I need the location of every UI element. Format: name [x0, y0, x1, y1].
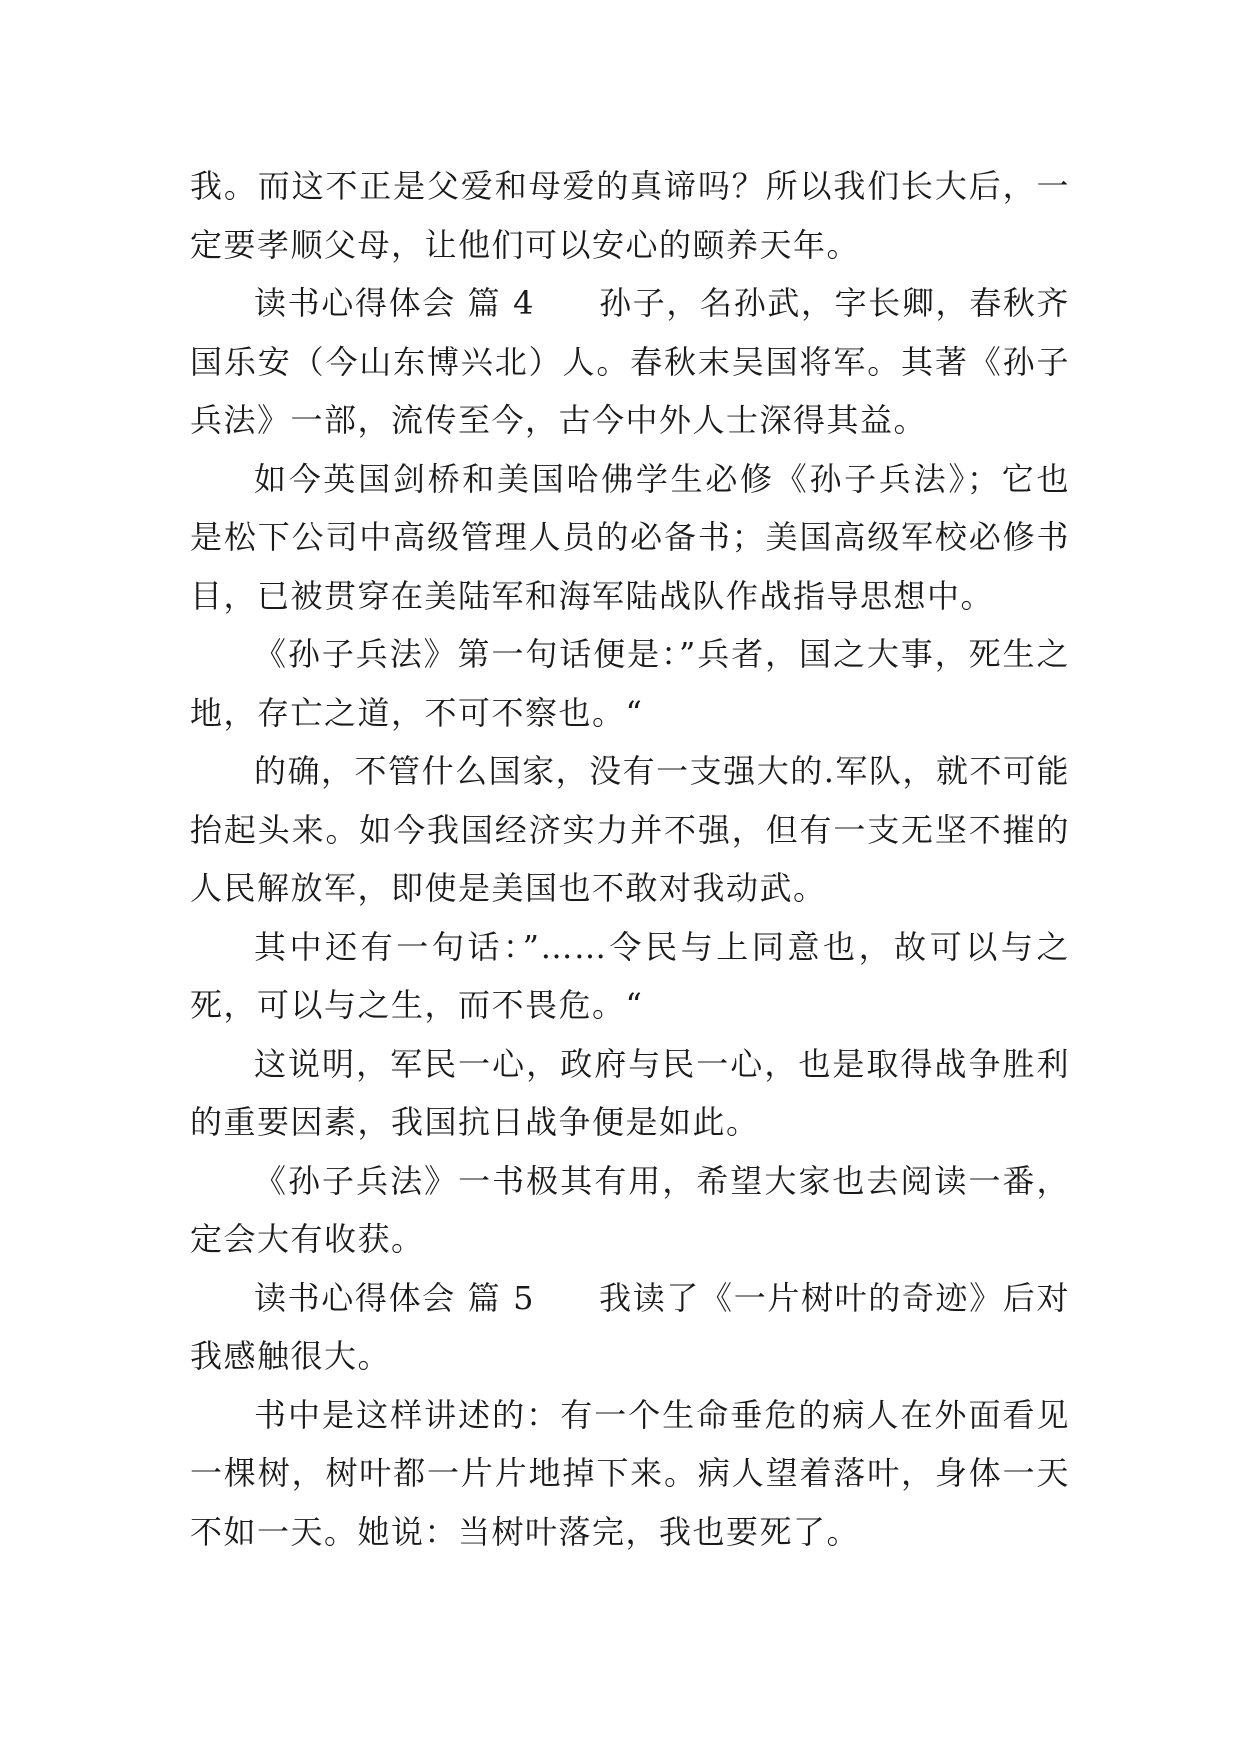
paragraph-text: 《孙子兵法》第一句话便是：”兵者，国之大事，死生之地，存亡之道，不可不察也。“	[190, 635, 1070, 732]
paragraph-1	[190, 157, 1070, 274]
paragraph-text: 书中是这样讲述的：有一个生命垂危的病人在外面看见一棵树，树叶都一片片地掉下来。病人望着落叶，身体一天不如一天。她说：当树叶落完，我也要死了。	[190, 1395, 1070, 1551]
document-body	[190, 157, 1070, 1561]
paragraph-6	[190, 918, 1070, 1035]
paragraph-text: 我读了《一片树叶的奇迹》后对我感触很大。	[190, 1278, 1070, 1375]
paragraph-text: 孙子，名孙武，字长卿，春秋齐国乐安（今山东博兴北）人。春秋末吴国将军。其著《孙子兵法》一部，流传至今，古今中外人士深得其益。	[190, 284, 1070, 439]
paragraph-text: 其中还有一句话：”……令民与上同意也，故可以与之死，可以与之生，而不畏危。“	[190, 927, 1070, 1024]
section-heading-5: 读书心得体会 篇 5	[254, 1278, 535, 1317]
paragraph-text: 我。而这不正是父爱和母爱的真谛吗？所以我们长大后，一定要孝顺父母，让他们可以安心的颐养天年。	[190, 167, 1070, 264]
paragraph-7	[190, 1035, 1070, 1152]
paragraph-4	[190, 625, 1070, 742]
section-heading-4: 读书心得体会 篇 4	[254, 284, 535, 322]
paragraph-9	[190, 1269, 1070, 1386]
paragraph-3	[190, 450, 1070, 626]
paragraph-text: 《孙子兵法》一书极其有用，希望大家也去阅读一番，定会大有收获。	[190, 1161, 1070, 1258]
paragraph-10	[190, 1386, 1070, 1562]
paragraph-text: 的确，不管什么国家，没有一支强大的.军队，就不可能抬起头来。如今我国经济实力并不强，但有一支无坚不摧的人民解放军，即使是美国也不敢对我动武。	[190, 752, 1070, 907]
paragraph-5	[190, 742, 1070, 918]
paragraph-2	[190, 274, 1070, 450]
paragraph-text: 如今英国剑桥和美国哈佛学生必修《孙子兵法》；它也是松下公司中高级管理人员的必备书；美国高级军校必修书目，已被贯穿在美陆军和海军陆战队作战指导思想中。	[190, 459, 1070, 615]
paragraph-8	[190, 1152, 1070, 1269]
paragraph-text: 这说明，军民一心，政府与民一心，也是取得战争胜利的重要因素，我国抗日战争便是如此。	[190, 1044, 1070, 1141]
